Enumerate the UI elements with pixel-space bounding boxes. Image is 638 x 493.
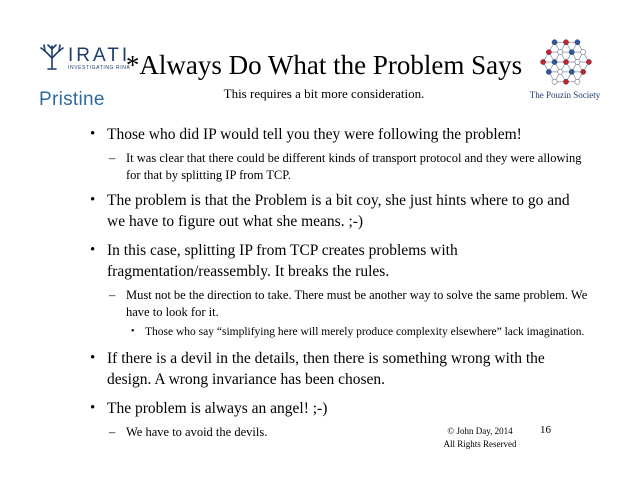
network-node (563, 79, 568, 84)
network-node (552, 40, 557, 45)
network-node (569, 50, 574, 55)
pouzin-society-logo-icon (534, 34, 598, 90)
sub-bullet-marker: – (109, 151, 116, 165)
sub-bullet-text: It was clear that there could be different kinds of transport protocol and they were allowing for that by splitting IP from TCP. (126, 151, 582, 182)
copyright-notice (430, 425, 530, 451)
network-node (563, 40, 568, 45)
bullet-item (90, 398, 590, 419)
bullet-text: In this case, splitting IP from TCP creates problems with fragmentation/reassembly. It breaks the rules. (107, 242, 458, 280)
bullet-text: If there is a devil in the details, then there is something wrong with the design. A wrong invariance has been chosen. (107, 350, 545, 388)
bullet-item (90, 124, 590, 145)
bullet-list (90, 124, 590, 447)
bullet-text: The problem is that the Problem is a bit coy, she just hints where to go and we have to figure out what she means. ;-) (107, 192, 570, 230)
sub-sub-bullet-item (90, 324, 590, 340)
bullet-item (90, 348, 590, 390)
network-node (546, 69, 551, 74)
sub-bullet-item (90, 150, 590, 184)
network-node (586, 59, 591, 64)
irati-wordmark: IRATI (68, 45, 131, 66)
bullet-item (90, 190, 590, 232)
sub-bullet-marker: – (109, 425, 116, 439)
network-node (575, 79, 580, 84)
bullet-marker: • (90, 350, 96, 366)
irati-tagline: INVESTIGATING RINA (68, 65, 131, 71)
irati-logo (38, 42, 131, 72)
pristine-logo: Pristine (39, 89, 105, 110)
sub-sub-bullet-marker: • (131, 326, 135, 337)
network-node (581, 50, 586, 55)
bullet-item (90, 240, 590, 282)
bullet-marker: • (90, 126, 96, 142)
tree-icon (38, 42, 66, 70)
bullet-marker: • (90, 192, 96, 208)
rights-line: All Rights Reserved (443, 439, 517, 449)
network-node (541, 59, 546, 64)
pouzin-society-label: The Pouzin Society (529, 90, 601, 100)
slide-title: *Always Do What the Problem Says (125, 50, 523, 80)
network-node (569, 69, 574, 74)
sub-bullet-text: Must not be the direction to take. There must be another way to solve the same problem. We have to look for it. (126, 288, 588, 319)
network-node (552, 79, 557, 84)
network-node (575, 59, 580, 64)
network-node (575, 40, 580, 45)
sub-bullet-item (90, 287, 590, 321)
network-node (581, 69, 586, 74)
page-number: 16 (540, 424, 551, 436)
network-node (552, 59, 557, 64)
bullet-marker: • (90, 242, 96, 258)
bullet-marker: • (90, 400, 96, 416)
bullet-text: The problem is always an angel! ;-) (107, 400, 328, 417)
network-node (558, 50, 563, 55)
sub-bullet-text: We have to avoid the devils. (126, 425, 268, 439)
copyright-line: © John Day, 2014 (447, 426, 513, 436)
network-node (558, 69, 563, 74)
slide-subtitle: This requires a bit more consideration. (223, 86, 425, 101)
bullet-text: Those who did IP would tell you they were following the problem! (107, 126, 522, 143)
network-node (546, 50, 551, 55)
network-node (563, 59, 568, 64)
sub-sub-bullet-text: Those who say “simplifying here will merely produce complexity elsewhere” lack imagination. (145, 326, 585, 338)
sub-bullet-marker: – (109, 288, 116, 302)
